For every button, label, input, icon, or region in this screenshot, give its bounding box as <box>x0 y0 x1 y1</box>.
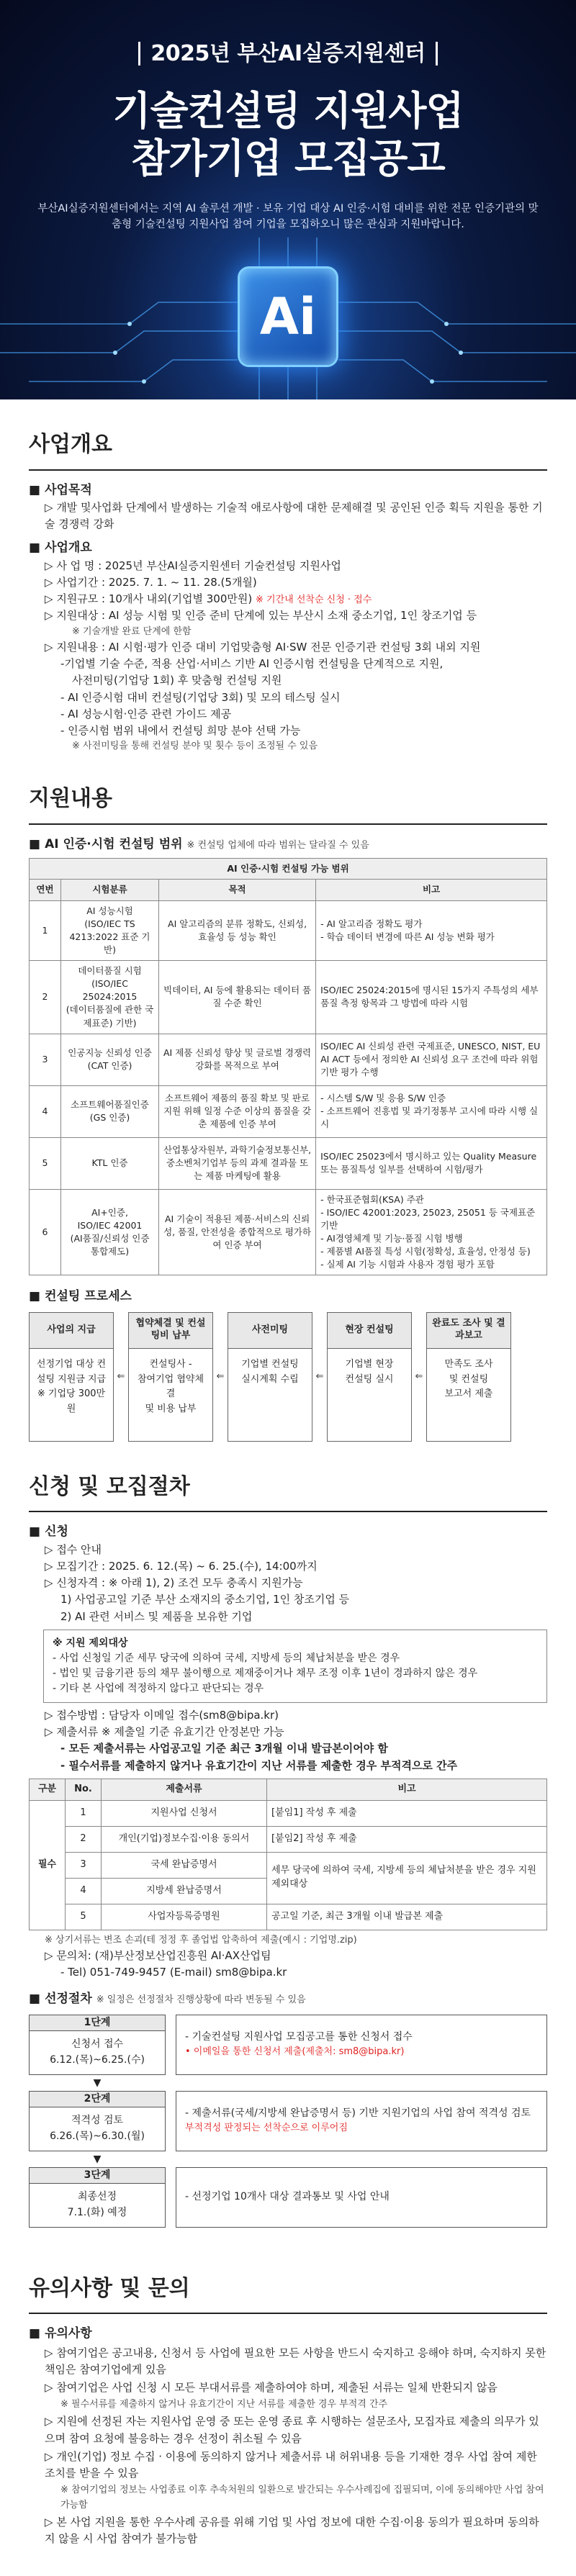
process-step-body: 기업별 현장 컨설팅 실시 <box>345 1358 394 1385</box>
process-heading: ■ 컨설팅 프로세스 <box>29 1287 547 1306</box>
step-description <box>176 2091 547 2151</box>
step-description <box>176 2015 547 2075</box>
test-type: 소프트웨어품질인증(GS 인증) <box>61 1085 159 1137</box>
table-row <box>30 1034 547 1085</box>
row-number: 1 <box>30 900 61 961</box>
row-number: 2 <box>30 961 61 1034</box>
row-number: 3 <box>30 1034 61 1085</box>
caution-note: ※ 참여기업의 정보는 사업종료 이후 추속처원의 일환으로 발간되는 우수사례집에 집필되며, 이에 동의해야만 사업 참여 가능함 <box>60 2485 544 2511</box>
process-arrow: ⇐ <box>117 1370 125 1382</box>
content-line: - AI 인증시험 대비 컨설팅(기업당 3회) 및 모의 테스팅 실시 <box>60 690 341 704</box>
table-header: 연번 <box>30 880 61 900</box>
apply-heading: ■ 신청 <box>29 1522 547 1541</box>
outline-item: ▷ 사업기간 : 2025. 7. 1. ~ 11. 28.(5개월) <box>29 574 547 591</box>
process-step <box>228 1312 312 1442</box>
table-header: No. <box>66 1779 102 1800</box>
selection-note: ※ 일정은 선정절차 진행상황에 따라 변동될 수 있음 <box>96 1994 306 2006</box>
support-section <box>0 782 576 1441</box>
table-row <box>30 1852 547 1878</box>
caution-item: ▷ 지원에 선정된 자는 지원사업 운영 중 또는 운영 종료 후 시행하는 설문조사, 모집자료 제출의 의무가 있으며 참여 요청에 불응하는 경우 선정이 취소될 수 있음 <box>29 2413 547 2447</box>
process-arrow: ⇐ <box>415 1370 423 1382</box>
process-step <box>426 1312 511 1442</box>
process-step-head: 현장 컨설팅 <box>328 1313 411 1349</box>
step-name: 신청서 접수 <box>71 2038 124 2051</box>
test-purpose: AI 기술이 적용된 제품·서비스의 신뢰성, 품질, 안전성을 종합적으로 평가하여 인증 부여 <box>159 1189 316 1275</box>
caution-item: ▷ 참여기업은 공고내용, 신청서 등 사업에 필요한 모든 사항을 반드시 숙지하고 응해야 하며, 숙지하지 못한 책임은 참여기업에게 있음 <box>29 2345 547 2379</box>
outline-item: ▷ 사 업 명 : 2025년 부산AI실증지원센터 기술컨설팅 지원사업 <box>29 558 547 574</box>
test-type: AI+인증, ISO/IEC 42001 (AI품질/신뢰성 인증 통합제도) <box>61 1189 159 1275</box>
doc-remark: [붙임1] 작성 후 제출 <box>267 1800 547 1826</box>
process-step <box>327 1312 412 1442</box>
test-remark: ISO/IEC 25023에서 명시하고 있는 Quality Measure 또는 품질특성 일부를 선택하여 시험/평가 <box>316 1137 547 1189</box>
doc-number: 4 <box>66 1878 102 1904</box>
test-remark: ISO/IEC AI 신뢰성 관련 국제표준, UNESCO, NIST, EU AI ACT 등에서 정의한 AI 신뢰성 요구 조건에 따라 위험 기반 평가 수행 <box>316 1034 547 1085</box>
test-purpose: 산업통상자원부, 과학기술정보통신부, 중소벤처기업부 등의 과제 결과물 또는 제품 마케팅에 활용 <box>159 1137 316 1189</box>
process-arrow: ⇐ <box>315 1370 324 1382</box>
step-desc-text: - 기술컨설팅 지원사업 모집공고를 통한 신청서 접수 <box>185 2030 413 2043</box>
test-purpose: AI 알고리즘의 분류 정확도, 신뢰성, 효율성 등 성능 확인 <box>159 900 316 961</box>
caution-item: ▷ 개인(기업) 정보 수집 · 이용에 동의하지 않거나 제출서류 내 허위내용 등을 기재한 경우 사업 참여 제한 조치를 받을 수 있음 <box>29 2449 547 2482</box>
caution-section <box>0 2272 576 2548</box>
flow-arrow: ▼ <box>93 2153 102 2165</box>
exclusion-item: - 기타 본 사업에 적정하지 않다고 판단되는 경우 <box>53 1682 264 1694</box>
table-row <box>30 1826 547 1852</box>
row-number: 5 <box>30 1137 61 1189</box>
doc-number: 5 <box>66 1904 102 1930</box>
overview-title: 사업개요 <box>29 428 547 471</box>
doc-name: 지원사업 신청서 <box>102 1800 267 1826</box>
step-desc-highlight: 부적격성 판정되는 선착순으로 이루어짐 <box>185 2123 348 2134</box>
scope-table <box>29 858 547 1275</box>
step-date: 6.12.(목)~6.25.(수) <box>50 2054 145 2066</box>
form-note: ※ 상기서류는 변조 손괴(테 정정 후 졸업법 압축하여 제출(예시 : 기업명.zip) <box>45 1934 357 1945</box>
process-step-head: 사업의 지급 <box>30 1313 113 1349</box>
apply-title: 신청 및 모집절차 <box>29 1470 547 1513</box>
outline-item: ▷ 지원대상 : AI 성능 시험 및 인증 준비 단계에 있는 부산시 소재 중소기업, 1인 창조기업 등 <box>29 607 547 624</box>
content-line: - 인증시험 범위 내에서 컨설팅 희망 분야 선택 가능 <box>60 724 301 738</box>
flow-arrow: ▼ <box>93 2076 102 2089</box>
test-type: KTL 인증 <box>61 1137 159 1189</box>
apply-section <box>0 1470 576 2243</box>
test-type: 인공지능 신뢰성 인증(CAT 인증) <box>61 1034 159 1085</box>
caution-item: ▷ 본 사업 지원을 통한 우수사례 공유를 위해 기업 및 사업 정보에 대한 수집·이용 동의가 필요하며 동의하지 않을 시 사업 참여가 불가능함 <box>29 2514 547 2548</box>
table-row <box>30 1085 547 1137</box>
docs-table <box>29 1779 547 1930</box>
qual-item: 1) 사업공고일 기준 부산 소재지의 중소기업, 1인 창조기업 등 <box>60 1593 350 1606</box>
purpose-text: ▷ 개발 및사업화 단계에서 발생하는 기술적 애로사항에 대한 문제해결 및 공인된 인증 획득 지원을 통한 기술 경쟁력 강화 <box>29 500 547 533</box>
process-step-head: 완료도 조사 및 결과보고 <box>427 1313 510 1349</box>
step-body <box>30 2184 165 2226</box>
selection-heading: ■ 선정절차 ※ 일정은 선정절차 진행상황에 따라 변동될 수 있음 <box>29 1989 547 2008</box>
hero-description: 부산AI실증지원센터에서는 지역 AI 솔루션 개발 · 보유 기업 대상 AI 인증·시험 대비를 위한 전문 인증기관의 맞춤형 기술컨설팅 지원사업 참여 기업을 모집하오니 많은 관심과 지원바랍니다. <box>37 202 539 230</box>
selection-step <box>29 2091 166 2151</box>
doc-number: 1 <box>66 1800 102 1826</box>
selection-flow <box>29 2015 547 2243</box>
table-row <box>30 961 547 1034</box>
contact: ▷ 문의처: (재)부산정보산업진흥원 AI·AX산업팀 <box>29 1948 547 1964</box>
table-header: 비고 <box>316 880 547 900</box>
content-line: -기업별 기술 수준, 적용 산업·서비스 기반 AI 인증시험 컨설팅을 단계적으로 지원, <box>60 657 444 671</box>
hero-banner <box>0 0 576 399</box>
step-description <box>176 2167 547 2228</box>
step-body <box>30 2107 165 2150</box>
recruit-period: ▷ 모집기간 : 2025. 6. 12.(목) ~ 6. 25.(수), 14:00까지 <box>29 1558 547 1575</box>
table-row <box>30 900 547 961</box>
table-header: 시험분류 <box>61 880 159 900</box>
process-step-head: 사전미팅 <box>228 1313 312 1349</box>
step-number: 3단계 <box>30 2168 165 2184</box>
step-number: 1단계 <box>30 2015 165 2032</box>
test-type: 데이터품질 시험 (ISO/IEC 25024:2015 (데이터품질에 관한 국제표준) 기반) <box>61 961 159 1034</box>
doc-name: 개인(기업)정보수집·이용 동의서 <box>102 1826 267 1852</box>
row-number: 4 <box>30 1085 61 1137</box>
notice-label: ▷ 접수 안내 <box>29 1542 547 1558</box>
step-body <box>30 2031 165 2074</box>
test-purpose: 빅데이터, AI 등에 활용되는 데이터 품질 수준 확인 <box>159 961 316 1034</box>
test-purpose: 소프트웨어 제품의 품질 확보 및 판로지원 위해 일정 수준 이상의 품질을 갖춘 제품에 인증 부여 <box>159 1085 316 1137</box>
doc-name: 국세 완납증명서 <box>102 1852 267 1878</box>
table-row <box>30 1904 547 1930</box>
caution-heading: ■ 유의사항 <box>29 2324 547 2343</box>
step-number: 2단계 <box>30 2092 165 2108</box>
process-step-head: 협약체결 및 컨설팅비 납부 <box>129 1313 212 1349</box>
content-note: ※ 사전미팅을 통해 컨설팅 분야 및 횟수 등이 조정될 수 있음 <box>72 741 318 752</box>
outline-item: ▷ 지원내용 : AI 시험·평가 인증 대비 기업맞춤형 AI·SW 전문 인증기관 컨설팅 3회 내외 지원 <box>29 639 547 656</box>
exclusion-item: - 사업 신청일 기준 세무 당국에 의하여 국세, 지방세 등의 체납처분을 받은 경우 <box>53 1652 400 1664</box>
process-step-body: 선정기업 대상 컨설팅 지원금 지급 ※ 기업당 300만원 <box>36 1358 107 1415</box>
doc-number: 3 <box>66 1852 102 1878</box>
table-row <box>30 1137 547 1189</box>
process-step-body: 기업별 컨설팅 실시계획 수립 <box>241 1358 299 1385</box>
target-note: ※ 기술개발 완료 단계에 한함 <box>72 625 192 637</box>
test-remark: ISO/IEC 25024:2015에 명시된 15가지 주특성의 세부 품질 측정 항목과 그 방법에 따라 시험 <box>316 961 547 1034</box>
test-remark: - AI 알고리즘 정확도 평가 - 학습 데이터 변경에 따른 AI 성능 변화 평가 <box>316 900 547 961</box>
exclusion-box <box>43 1630 547 1703</box>
exclusion-item: - 법인 및 금융기관 등의 채무 불이행으로 제재중이거나 채무 조정 이후 1년이 경과하지 않은 경우 <box>53 1667 478 1679</box>
process-step-body: 만족도 조사 및 컨설팅 보고서 제출 <box>444 1358 493 1400</box>
docs-line: ▷ 제출서류 ※ 제출일 기준 유효기간 안정본만 가능 <box>29 1724 547 1740</box>
exclusion-title: ※ 지원 제외대상 <box>53 1637 128 1649</box>
ai-chip-icon: Ai <box>238 266 338 367</box>
table-caption: AI 인증·시험 컨설팅 가능 범위 <box>30 859 547 880</box>
contact-tel: - Tel) 051-749-9457 (E-mail) sm8@bipa.kr <box>60 1966 287 1979</box>
step-desc-text: - 제출서류(국세/지방세 완납증명서 등) 기반 지원기업의 사업 참여 적격성 검토 <box>185 2107 531 2119</box>
scale-note: ※ 기간내 선착순 신청 · 접수 <box>256 595 372 606</box>
hero-title: 기술컨설팅 지원사업 참가기업 모집공고 <box>112 87 464 181</box>
row-number: 6 <box>30 1189 61 1275</box>
process-step-body: 컨설팅사 - 참여기업 협약체결 및 비용 납부 <box>137 1358 204 1415</box>
outline-heading: ■ 사업개요 <box>29 538 547 557</box>
process-flow <box>29 1312 547 1442</box>
content-line: - AI 성능시험·인증 관련 가이드 제공 <box>60 707 232 720</box>
qual-item: 2) AI 관련 서비스 및 제품을 보유한 기업 <box>60 1609 253 1623</box>
doc-remark: 공고일 기준, 최근 3개월 이내 발급본 제출 <box>267 1904 547 1930</box>
caution-item: ▷ 참여기업은 사업 신청 시 모든 부대서류를 제출하여야 하며, 제출된 서류는 일체 반환되지 않음 <box>29 2380 547 2396</box>
doc-name: 사업자등록증명원 <box>102 1904 267 1930</box>
overview-section <box>0 428 576 754</box>
table-row <box>30 1800 547 1826</box>
process-step <box>29 1312 114 1442</box>
test-purpose: AI 제품 신뢰성 향상 및 글로벌 경쟁력 강화를 목적으로 부여 <box>159 1034 316 1085</box>
docs-note: - 필수서류를 제출하지 않거나 유효기간이 지난 서류를 제출한 경우 부적격으로 간주 <box>60 1758 458 1772</box>
qualification: ▷ 신청자격 : ※ 아래 1), 2) 조건 모두 충족시 지원가능 <box>29 1575 547 1591</box>
step-name: 적격성 검토 <box>71 2115 124 2127</box>
test-remark: - 한국표준협회(KSA) 주관 - ISO/IEC 42001:2023, 25023, 25051 등 국제표준 기반 - AI경영체계 및 기능·품질 시험 병행 - 제품별 AI품질 특성 시험(정확성, 효율성, 안정성 등) - 실제 AI 기능 시험과 사용자 경험 평가 포함 <box>316 1189 547 1275</box>
content-line: 사전미팅(기업당 1회) 후 맞춤형 컨설팅 지원 <box>72 674 282 687</box>
test-remark: - 시스템 S/W 및 응용 S/W 인증 - 소프트웨어 진흥법 및 과기정통부 고시에 따라 시행 실시 <box>316 1085 547 1137</box>
doc-group: 필수 <box>30 1800 66 1930</box>
process-step <box>128 1312 213 1442</box>
table-header: 구분 <box>30 1779 66 1800</box>
hero-year-label: 2025년 부산AI실증지원센터 <box>0 37 576 71</box>
step-date: 6.26.(목)~6.30.(월) <box>50 2130 145 2143</box>
caution-title: 유의사항 및 문의 <box>29 2272 547 2315</box>
apply-method: ▷ 접수방법 : 담당자 이메일 접수(sm8@bipa.kr) <box>29 1707 547 1724</box>
test-type: AI 성능시험 (ISO/IEC TS 4213:2022 표준 기반) <box>61 900 159 961</box>
docs-note: - 모든 제출서류는 사업공고일 기준 최근 3개월 이내 발급본이어야 함 <box>60 1742 388 1755</box>
table-header: 제출서류 <box>102 1779 267 1800</box>
selection-step <box>29 2167 166 2228</box>
scope-note: ※ 컨설팅 업체에 따라 범위는 달라질 수 있음 <box>186 839 369 851</box>
table-header: 비고 <box>267 1779 547 1800</box>
doc-remark: 세무 당국에 의하여 국세, 지방세 등의 체납처분을 받은 경우 지원 제외대상 <box>267 1852 547 1904</box>
step-desc-highlight: • 이메일을 통한 신청서 제출(제출처: sm8@bipa.kr) <box>185 2046 405 2058</box>
step-desc-text: - 선정기업 10개사 대상 결과통보 및 사업 안내 <box>185 2190 390 2202</box>
table-row <box>30 1189 547 1275</box>
step-name: 최종선정 <box>77 2191 117 2203</box>
caution-note: ※ 필수서류를 제출하지 않거나 유효기간이 지난 서류를 제출한 경우 부적격 간주 <box>60 2399 388 2410</box>
process-arrow: ⇐ <box>216 1370 225 1382</box>
purpose-heading: ■ 사업목적 <box>29 481 547 500</box>
doc-name: 지방세 완납증명서 <box>102 1878 267 1904</box>
step-date: 7.1.(화) 예정 <box>67 2207 127 2219</box>
doc-number: 2 <box>66 1826 102 1852</box>
table-header: 목적 <box>159 880 316 900</box>
doc-remark: [붙임2] 작성 후 제출 <box>267 1826 547 1852</box>
outline-item: ▷ 지원규모 : 10개사 내외(기업별 300만원) ※ 기간내 선착순 신청 · 접수 <box>29 591 547 607</box>
selection-step <box>29 2015 166 2075</box>
scope-heading: ■ AI 인증·시험 컨설팅 범위 ※ 컨설팅 업체에 따라 범위는 달라질 수 있음 <box>29 835 547 854</box>
support-title: 지원내용 <box>29 782 547 825</box>
